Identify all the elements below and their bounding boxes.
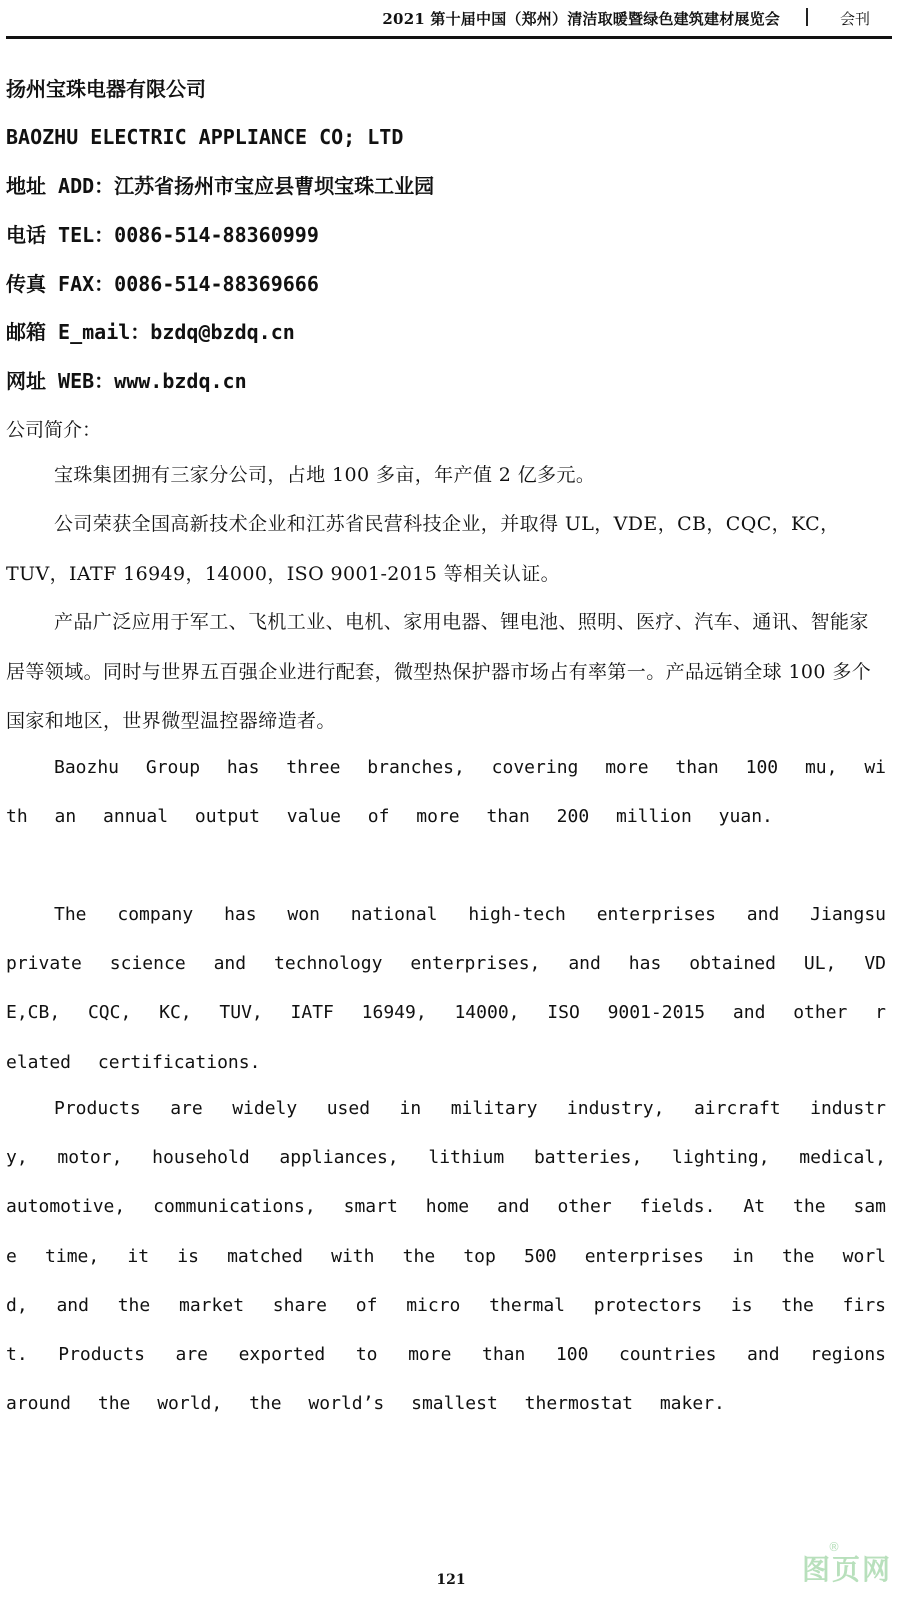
company-address: 地址 ADD：江苏省扬州市宝应县曹坝宝珠工业园 bbox=[6, 174, 435, 198]
company-web: 网址 WEB：www.bzdq.cn bbox=[6, 369, 247, 393]
company-email: 邮箱 E_mail：bzdq@bzdq.cn bbox=[6, 320, 295, 344]
page-number: 121 bbox=[436, 1572, 466, 1588]
watermark-logo: 图页网 bbox=[801, 1553, 892, 1586]
intro-cn-paragraph-2: 公司荣获全国高新技术企业和江苏省民营科技企业，并取得 UL，VDE，CB，CQC，KC，TUV，IATF 16949，14000，ISO 9001-2015 等相关认证。 bbox=[6, 513, 840, 585]
catalog-tag: 会刊 bbox=[839, 10, 870, 28]
intro-heading: 公司简介： bbox=[6, 419, 102, 441]
intro-cn-paragraph-1: 宝珠集团拥有三家分公司，占地 100 多亩，年产值 2 亿多元。 bbox=[54, 464, 596, 486]
company-name-en: BAOZHU ELECTRIC APPLIANCE CO; LTD bbox=[6, 125, 404, 149]
company-tel: 电话 TEL：0086-514-88360999 bbox=[6, 223, 319, 247]
intro-en-paragraph-1: Baozhu Group has three branches, covering more than 100 mu, with an annual output value of more than 200 million yuan. bbox=[6, 757, 886, 828]
exhibition-title: 2021 第十届中国（郑州）清洁取暖暨绿色建筑建材展览会 bbox=[382, 10, 780, 28]
intro-en-paragraph-3: Products are widely used in military industry, aircraft industry, motor, household appliances, lithium batteries, lighting, medical, automotive, communications, smart home and other fields. At the same time, it is matched with the top 500 enterprises in the world, and the market share of micro thermal protectors is the first. Products are exported to more than 100 countries and regions around the world, the world’s smallest thermostat maker. bbox=[6, 1098, 886, 1415]
company-fax: 传真 FAX：0086-514-88369666 bbox=[6, 272, 319, 296]
page-header bbox=[6, 0, 892, 39]
intro-en-paragraph-2: The company has won national high-tech enterprises and Jiangsu private science and technology enterprises, and has obtained UL, VDE,CB, CQC, KC, TUV, IATF 16949, 14000, ISO 9001-2015 and other related certifications. bbox=[6, 904, 886, 1073]
intro-cn-paragraph-3: 产品广泛应用于军工、飞机工业、电机、家用电器、锂电池、照明、医疗、汽车、通讯、智能家居等领域。同时与世界五百强企业进行配套，微型热保护器市场占有率第一。产品远销全球 100 多个国家和地区，世界微型温控器缔造者。 bbox=[6, 611, 872, 732]
registered-mark: ® bbox=[828, 1540, 840, 1554]
header-divider bbox=[806, 8, 808, 26]
company-name-cn: 扬州宝珠电器有限公司 bbox=[6, 77, 206, 101]
